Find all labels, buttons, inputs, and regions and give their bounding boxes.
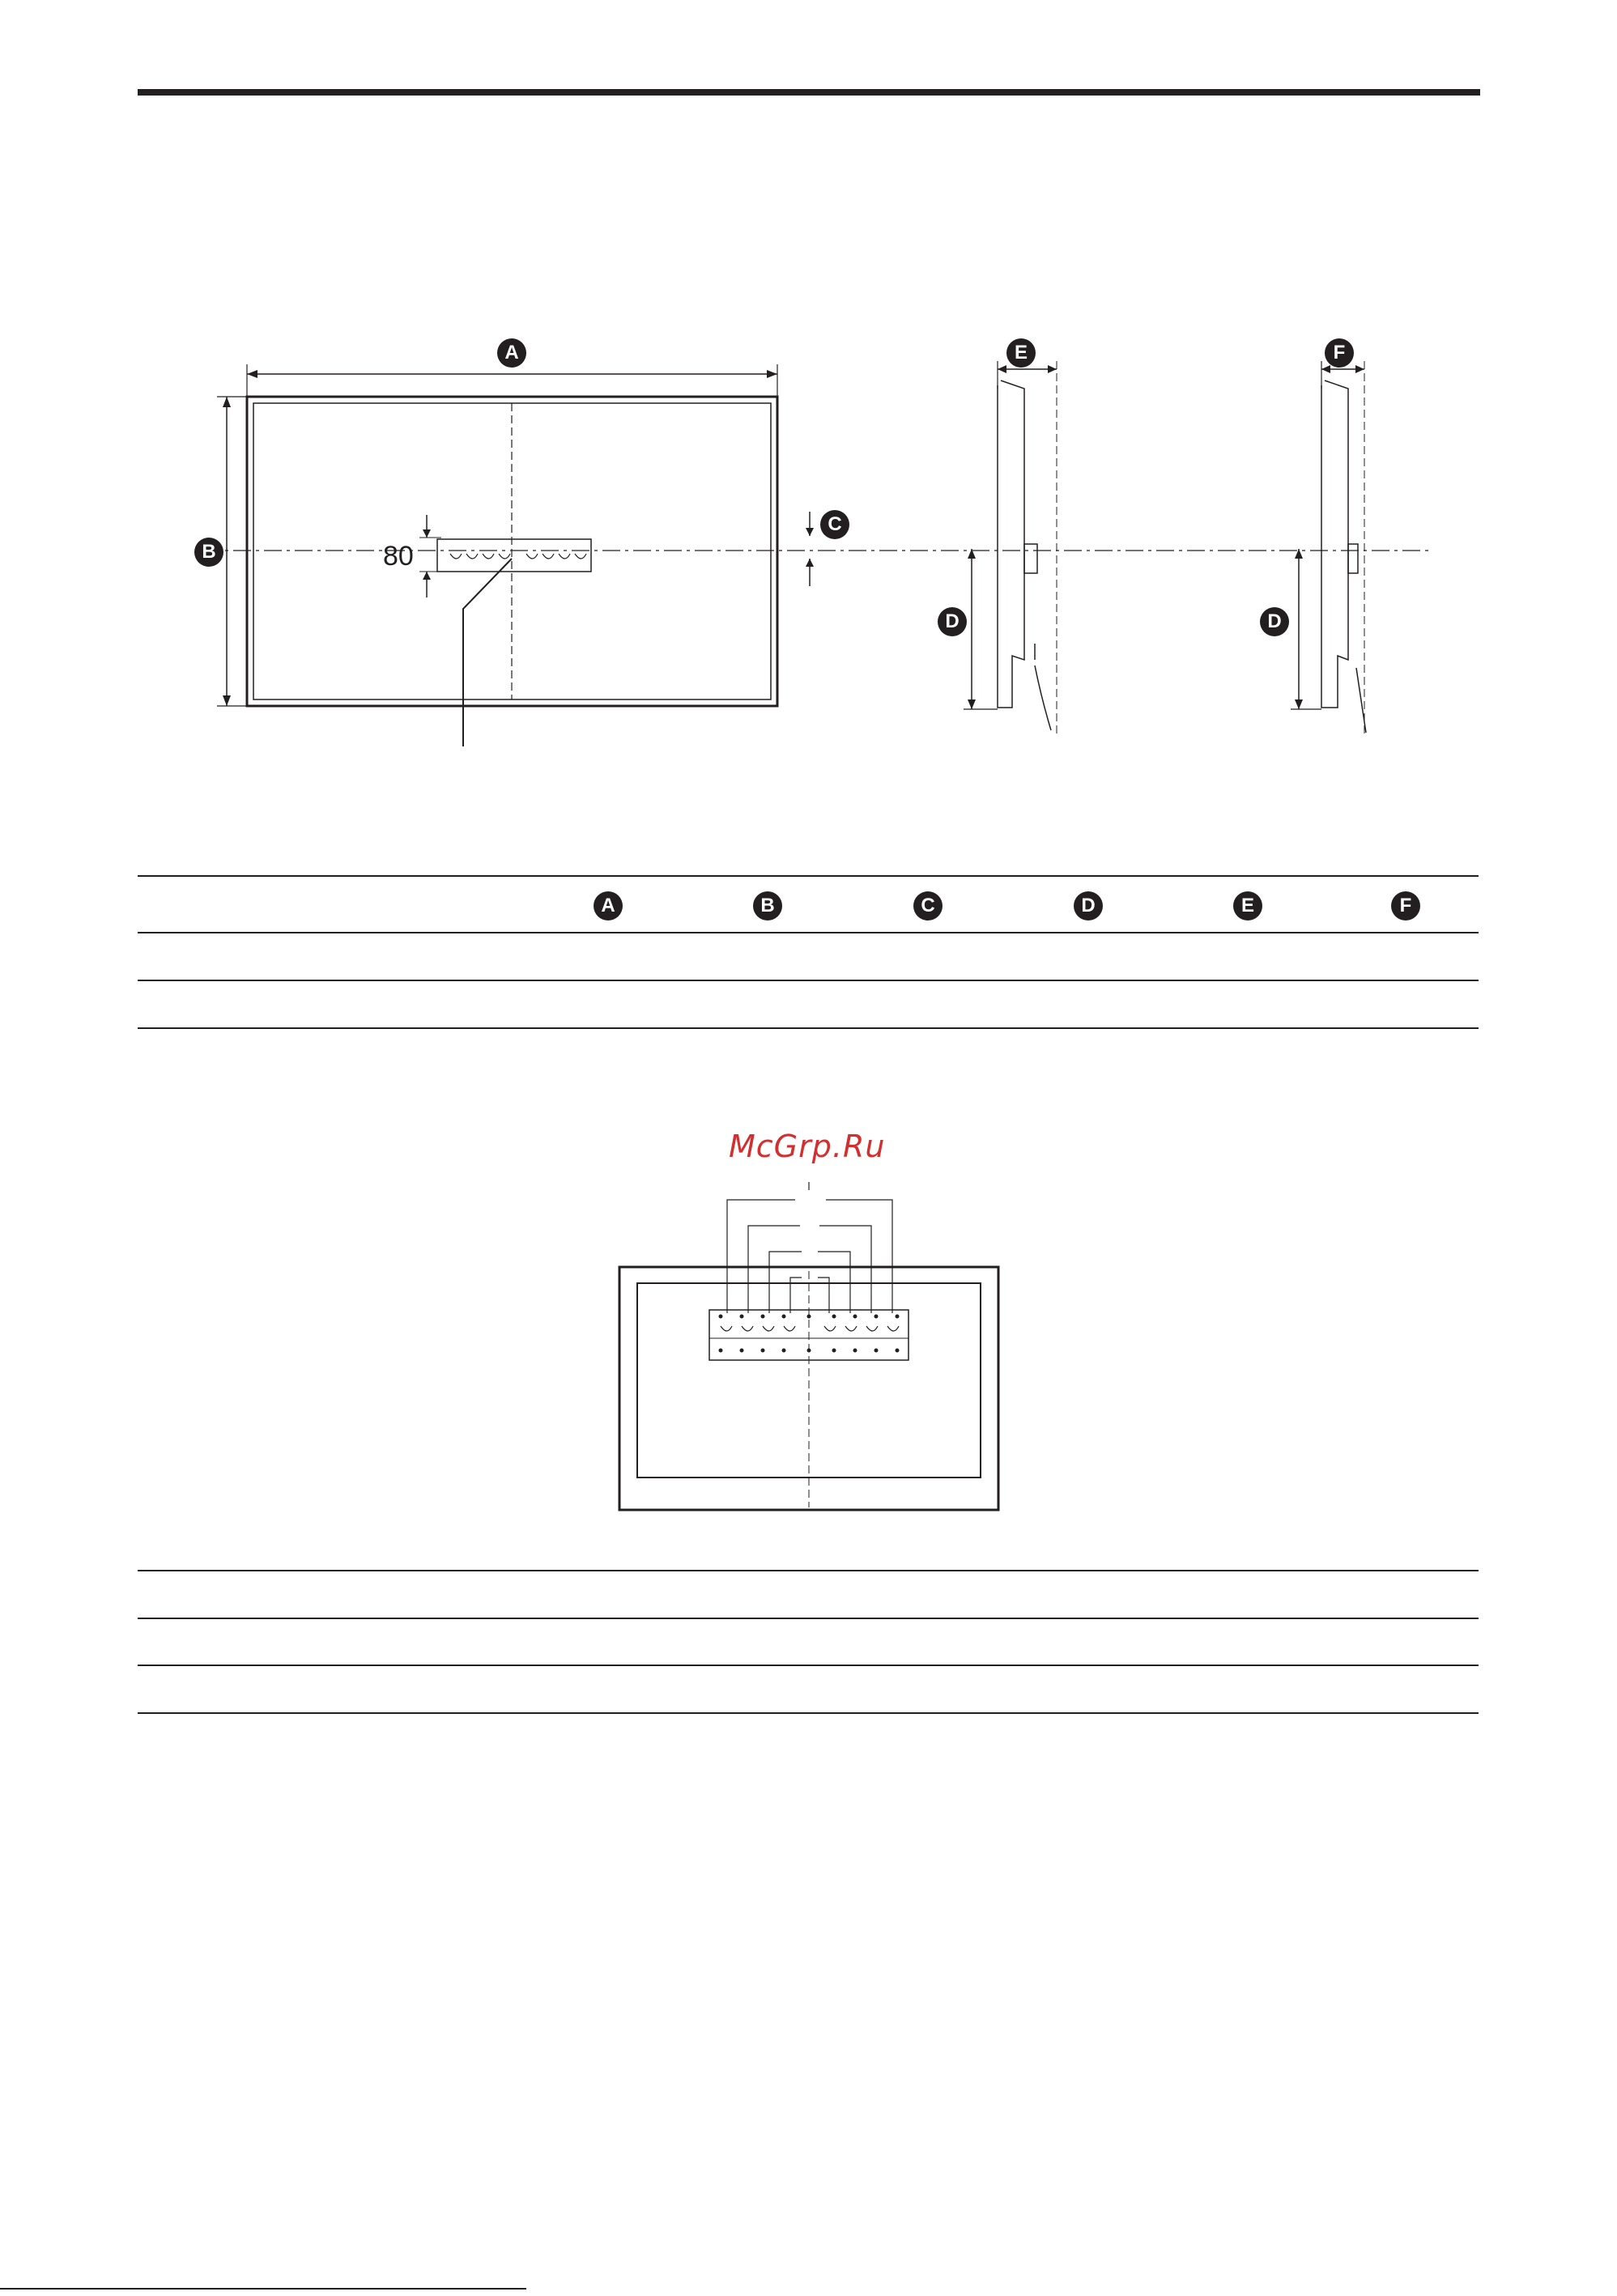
bracket-spacing-dimension: 80	[383, 541, 414, 572]
table-header-d: D	[1074, 891, 1103, 921]
label-a-badge: A	[497, 338, 526, 368]
side-view-diagram-2	[1271, 340, 1393, 745]
table2-row-rule	[138, 1618, 1479, 1619]
table-header-e: E	[1233, 891, 1262, 921]
label-d-badge-2: D	[1260, 607, 1289, 636]
table-header-a: A	[594, 891, 623, 921]
table-header-b: B	[753, 891, 782, 921]
table2-bottom-rule	[138, 1712, 1479, 1714]
label-f-badge: F	[1325, 338, 1354, 368]
table-top-rule	[138, 875, 1479, 877]
table2-row-rule	[138, 1665, 1479, 1666]
table-row-rule	[138, 932, 1479, 933]
table-header-f: F	[1391, 891, 1420, 921]
label-b-badge: B	[194, 538, 223, 567]
label-c-badge: C	[820, 510, 849, 539]
table-row-rule	[138, 980, 1479, 981]
table-header-c: C	[913, 891, 943, 921]
label-d-badge: D	[938, 607, 967, 636]
label-e-badge: E	[1006, 338, 1036, 368]
side-view-diagram-1	[931, 340, 1077, 745]
watermark-text: McGrp.Ru	[729, 1129, 886, 1164]
footer-rule	[0, 2288, 526, 2290]
table2-top-rule	[138, 1570, 1479, 1571]
mounting-hole-diagram	[599, 1142, 1020, 1514]
table-bottom-rule	[138, 1027, 1479, 1029]
